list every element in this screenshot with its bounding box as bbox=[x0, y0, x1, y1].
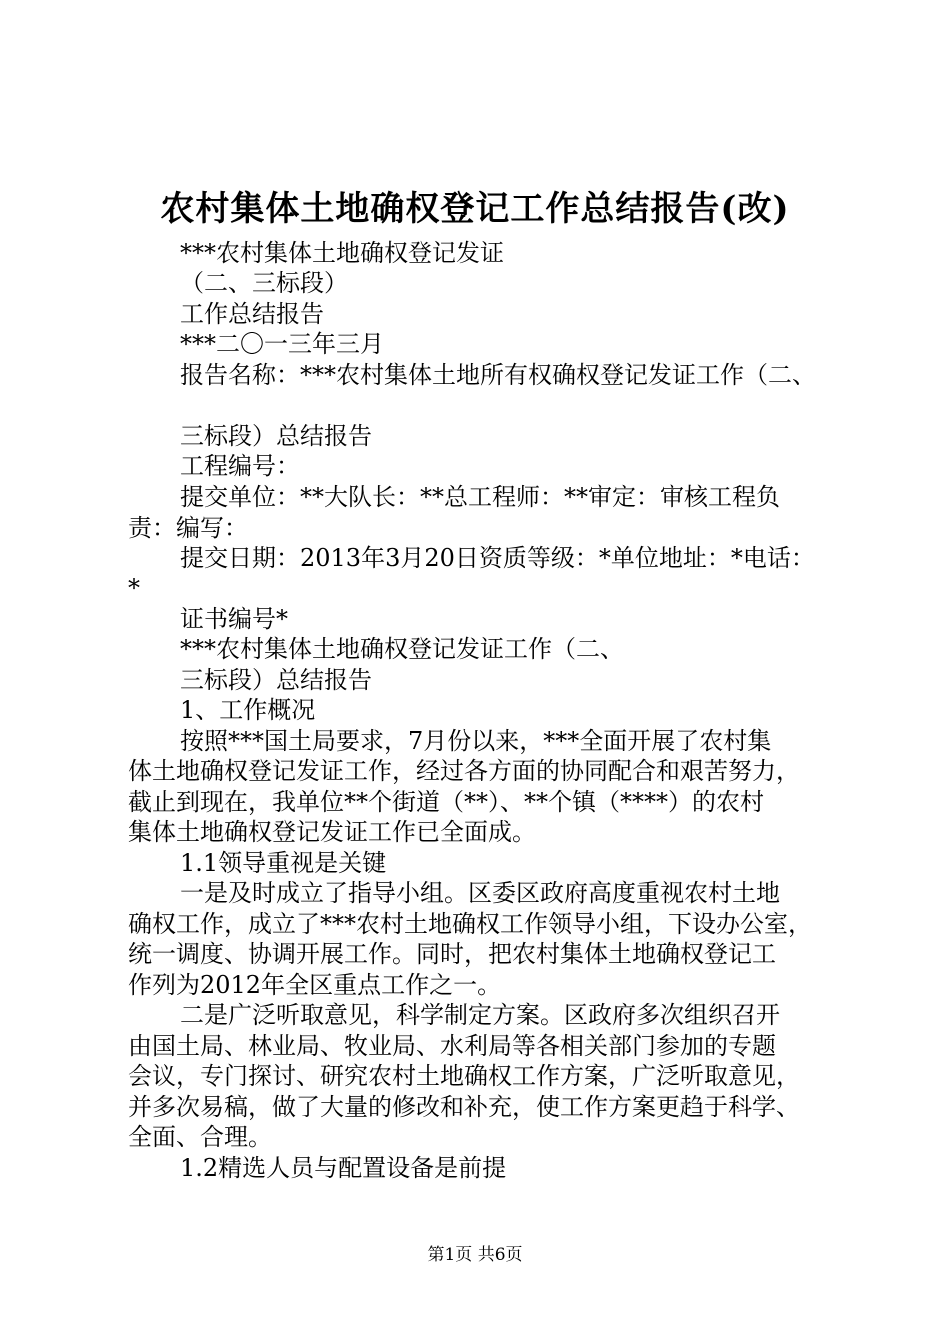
text-line: * bbox=[128, 574, 140, 602]
paragraph-line: 集体土地确权登记发证工作已全面成。 bbox=[128, 818, 536, 846]
paragraph-line: 由国土局、林业局、牧业局、水利局等各相关部门参加的专题 bbox=[128, 1032, 776, 1060]
text-line: ***二〇一三年三月 bbox=[180, 330, 384, 358]
paragraph-line: 全面、合理。 bbox=[128, 1123, 272, 1151]
paragraph-line: 统一调度、协调开展工作。同时，把农村集体土地确权登记工 bbox=[128, 940, 776, 968]
page-number: 第1页 共6页 bbox=[427, 1245, 523, 1265]
text-line: 三标段）总结报告 bbox=[180, 666, 372, 694]
section-heading: 1.2精选人员与配置设备是前提 bbox=[180, 1154, 507, 1182]
paragraph-line: 体土地确权登记发证工作，经过各方面的协同配合和艰苦努力， bbox=[128, 757, 800, 785]
paragraph-line: 一是及时成立了指导小组。区委区政府高度重视农村土地 bbox=[180, 879, 780, 907]
paragraph-line: 作列为2012年全区重点工作之一。 bbox=[128, 971, 502, 999]
paragraph-line: 确权工作，成立了***农村土地确权工作领导小组，下设办公室， bbox=[128, 910, 812, 938]
document-title: 农村集体土地确权登记工作总结报告(改) bbox=[160, 189, 790, 229]
text-line: 工作总结报告 bbox=[180, 300, 324, 328]
paragraph-line: 截止到现在，我单位**个街道（**）、**个镇（****）的农村 bbox=[128, 788, 764, 816]
text-line: 工程编号： bbox=[180, 452, 300, 480]
text-line: 责：编写： bbox=[128, 514, 248, 542]
paragraph-line: 按照***国土局要求，7月份以来，***全面开展了农村集 bbox=[180, 727, 772, 755]
text-line: 报告名称：***农村集体土地所有权确权登记发证工作（二、 bbox=[180, 361, 816, 389]
section-heading: 1.1领导重视是关键 bbox=[180, 849, 387, 877]
text-line: 提交日期：2013年3月20日资质等级：*单位地址：*电话： bbox=[180, 544, 815, 572]
text-line: （二、三标段） bbox=[180, 269, 348, 297]
text-line: 提交单位：**大队长：**总工程师：**审定：审核工程负 bbox=[180, 483, 780, 511]
paragraph-line: 并多次易稿，做了大量的修改和补充，使工作方案更趋于科学、 bbox=[128, 1093, 800, 1121]
text-line: 证书编号* bbox=[180, 605, 288, 633]
paragraph-line: 会议，专门探讨、研究农村土地确权工作方案，广泛听取意见， bbox=[128, 1062, 800, 1090]
section-heading: 1、工作概况 bbox=[180, 696, 316, 724]
text-line: 三标段）总结报告 bbox=[180, 422, 372, 450]
text-line: ***农村集体土地确权登记发证 bbox=[180, 239, 504, 267]
text-line: ***农村集体土地确权登记发证工作（二、 bbox=[180, 635, 624, 663]
paragraph-line: 二是广泛听取意见，科学制定方案。区政府多次组织召开 bbox=[180, 1001, 780, 1029]
